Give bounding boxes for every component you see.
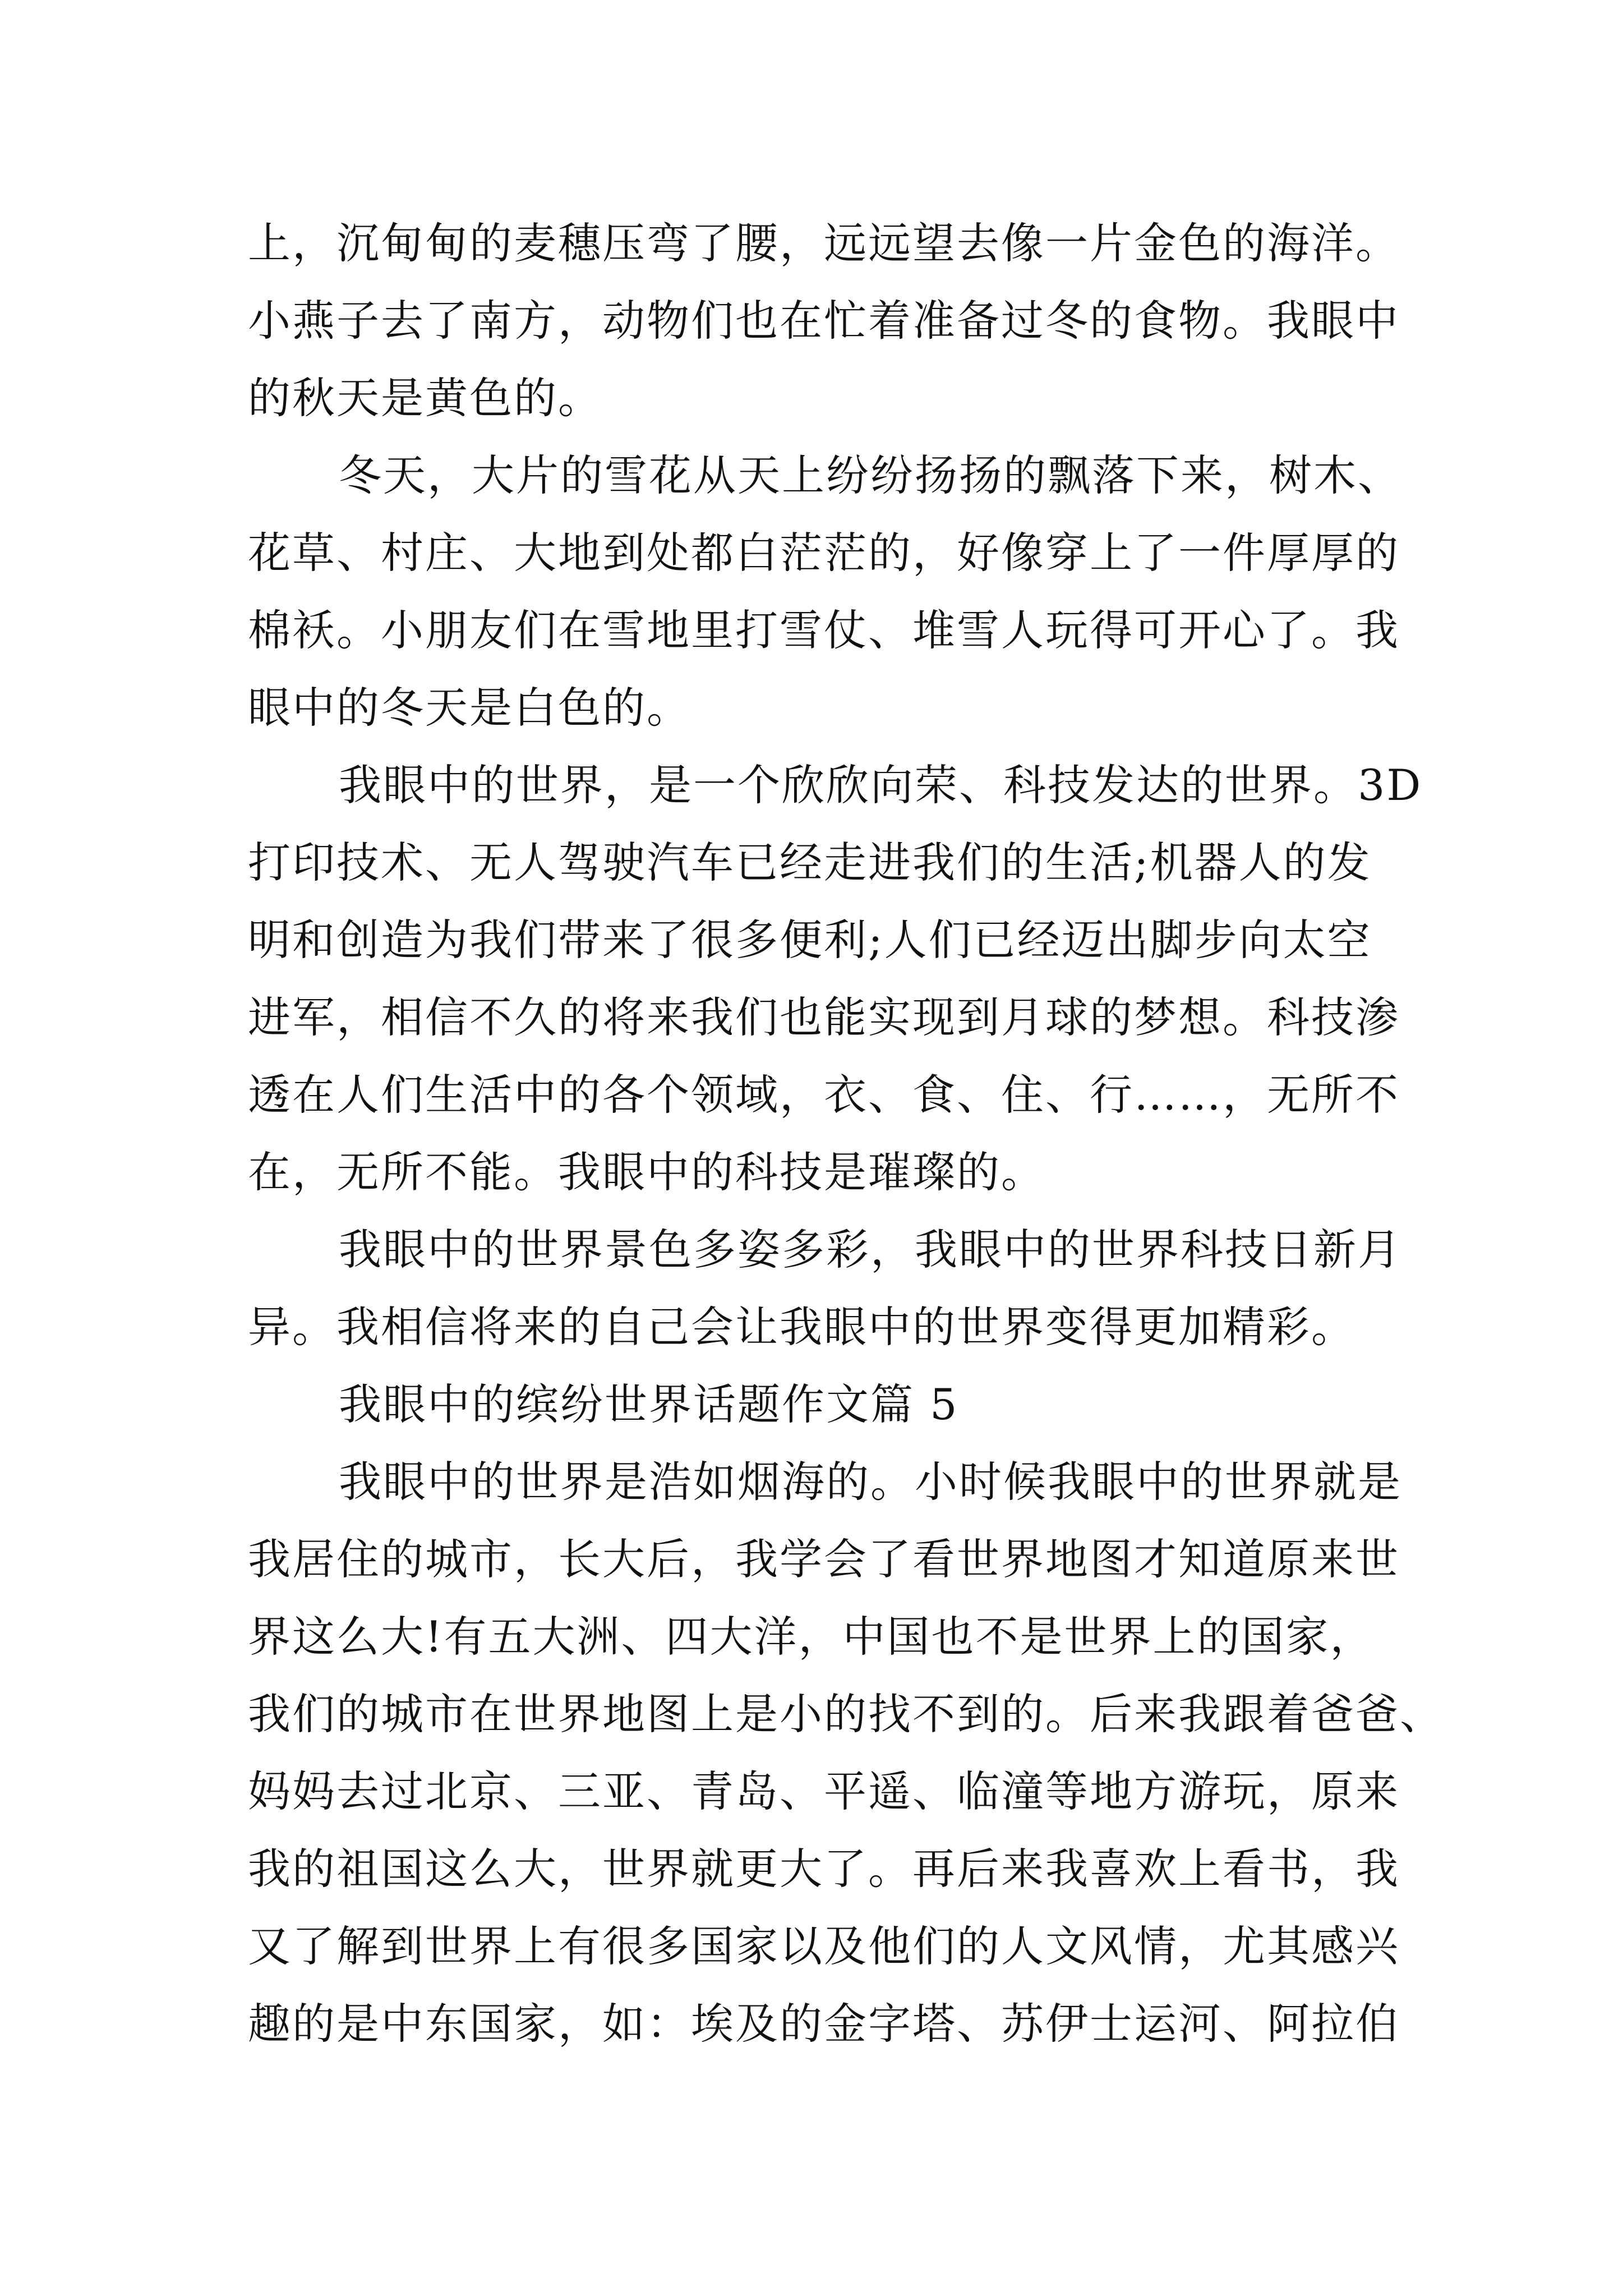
text-line: 趣的是中东国家，如：埃及的金字塔、苏伊士运河、阿拉伯 — [248, 1999, 1400, 2049]
text-line: 异。我相信将来的自己会让我眼中的世界变得更加精彩。 — [248, 1302, 1355, 1352]
paragraph-winter — [248, 437, 1454, 747]
essay-text — [248, 205, 1454, 2063]
text-line: 我居住的城市，长大后，我学会了看世界地图才知道原来世 — [248, 1534, 1400, 1584]
text-line: 棉袄。小朋友们在雪地里打雪仗、堆雪人玩得可开心了。我 — [248, 605, 1400, 655]
paragraph-technology — [248, 747, 1454, 1211]
text-line: 上，沉甸甸的麦穗压弯了腰，远远望去像一片金色的海洋。 — [248, 218, 1400, 268]
text-line: 冬天，大片的雪花从天上纷纷扬扬的飘落下来，树木、 — [339, 450, 1402, 500]
text-line: 我眼中的世界，是一个欣欣向荣、科技发达的世界。3D — [339, 760, 1423, 810]
text-line: 花草、村庄、大地到处都白茫茫的，好像穿上了一件厚厚的 — [248, 528, 1400, 578]
text-line: 我的祖国这么大，世界就更大了。再后来我喜欢上看书，我 — [248, 1844, 1400, 1894]
paragraph-conclusion — [248, 1211, 1454, 1366]
text-line: 的秋天是黄色的。 — [248, 373, 602, 423]
section-title — [248, 1366, 1454, 1443]
text-line: 界这么大!有五大洲、四大洋，中国也不是世界上的国家， — [248, 1612, 1375, 1662]
text-line: 透在人们生活中的各个领域，衣、食、住、行……，无所不 — [248, 1070, 1400, 1120]
text-line: 我们的城市在世界地图上是小的找不到的。后来我跟着爸爸、 — [248, 1689, 1444, 1739]
section-title-text: 我眼中的缤纷世界话题作文篇 5 — [339, 1379, 959, 1429]
text-line: 眼中的冬天是白色的。 — [248, 683, 691, 733]
text-line: 又了解到世界上有很多国家以及他们的人文风情，尤其感兴 — [248, 1921, 1400, 1971]
paragraph-vast-world — [248, 1443, 1454, 2063]
text-line: 明和创造为我们带来了很多便利;人们已经迈出脚步向太空 — [248, 915, 1372, 965]
paragraph-autumn-continued — [248, 205, 1454, 437]
text-line: 进军，相信不久的将来我们也能实现到月球的梦想。科技渗 — [248, 992, 1400, 1042]
text-line: 在，无所不能。我眼中的科技是璀璨的。 — [248, 1147, 1045, 1197]
text-line: 妈妈去过北京、三亚、青岛、平遥、临潼等地方游玩，原来 — [248, 1766, 1400, 1816]
text-line: 我眼中的世界景色多姿多彩，我眼中的世界科技日新月 — [339, 1225, 1402, 1274]
text-line: 我眼中的世界是浩如烟海的。小时候我眼中的世界就是 — [339, 1457, 1402, 1507]
text-line: 小燕子去了南方，动物们也在忙着准备过冬的食物。我眼中 — [248, 296, 1400, 346]
text-line: 打印技术、无人驾驶汽车已经走进我们的生活;机器人的发 — [248, 838, 1372, 887]
